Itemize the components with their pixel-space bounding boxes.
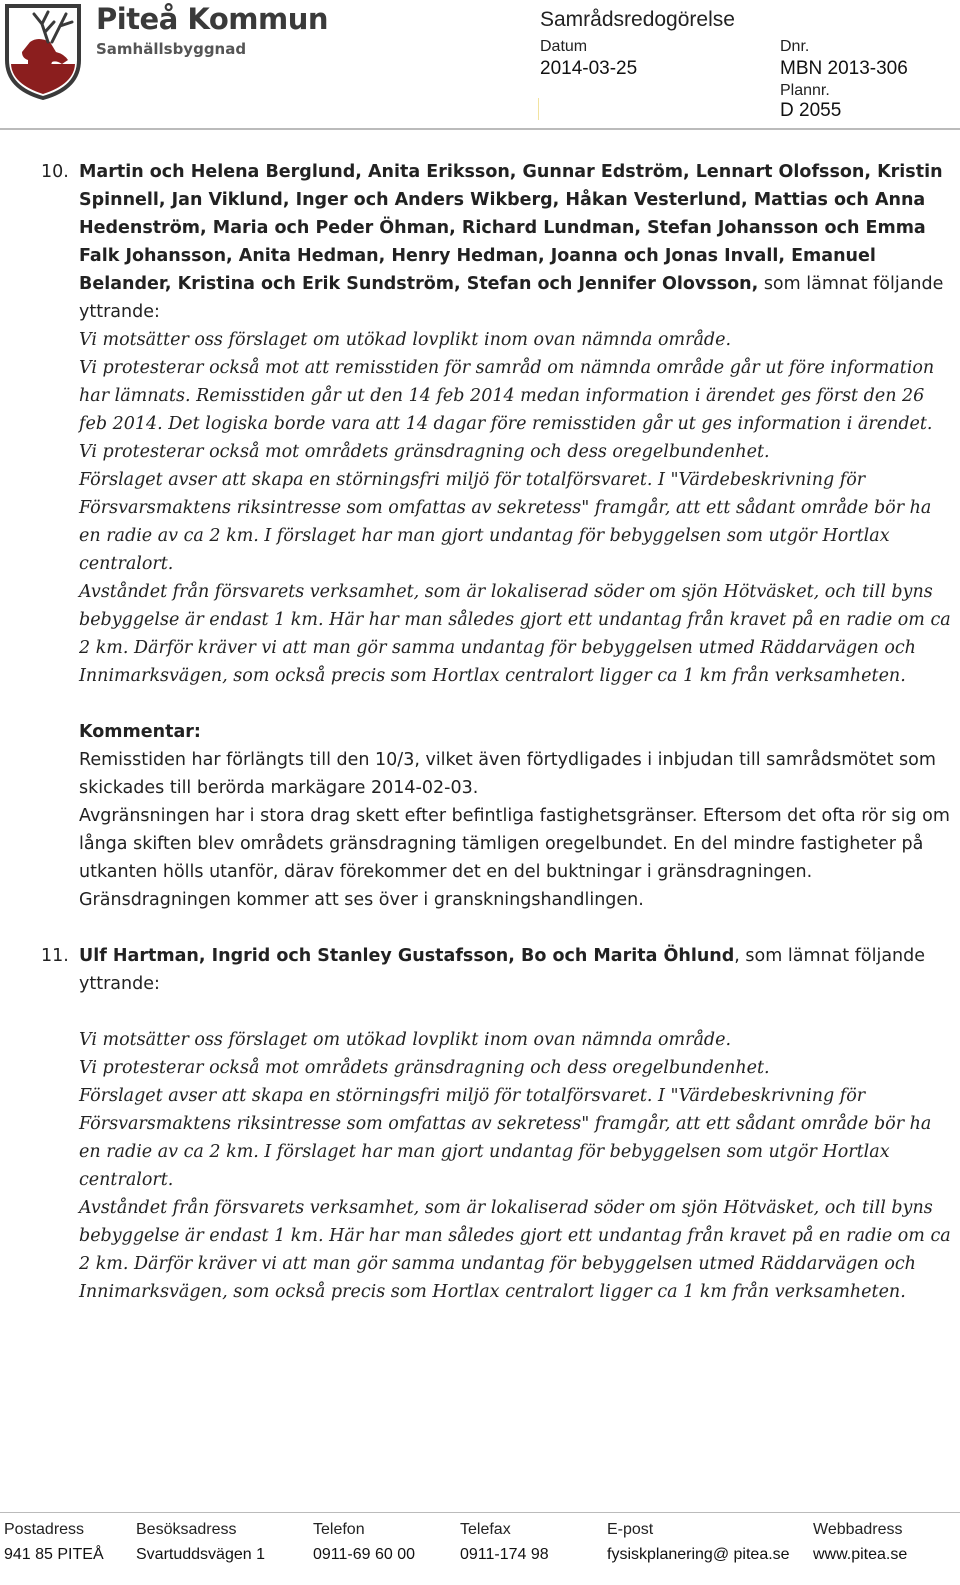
response-item-11	[0, 942, 960, 1306]
comment-label: Kommentar:	[79, 722, 201, 742]
org-department: Samhällsbyggnad	[96, 40, 247, 58]
plannr-value: D 2055	[780, 100, 842, 121]
respondent-names: Ulf Hartman, Ingrid och Stanley Gustafsson, Bo och Marita Öhlund	[79, 946, 735, 966]
footer-divider	[0, 1512, 960, 1513]
response-item-10	[0, 158, 960, 914]
respondent-intro: som lämnat följande yttrande:	[79, 274, 944, 322]
respondent-names: Martin och Helena Berglund, Anita Eriksson, Gunnar Edström, Lennart Olofsson, Kristin Spinnell, Jan Viklund, Inger och Anders Wikberg, Håkan Vesterlund, Mattias och Anna Hedenström, Maria och Peder Öhman, Richard Lundman, Stefan Johansson och Emma Falk Johansson, Anita Hedman, Henry Hedman, Joanna och Jonas Invall, Emanuel Belander, Kristina och Erik Sundström, Stefan och Jennifer Olovsson,	[79, 162, 943, 294]
dnr-value: MBN 2013-306	[780, 58, 908, 79]
webbadress-link[interactable]: www.pitea.se	[813, 1546, 908, 1563]
respondents-paragraph	[79, 942, 952, 998]
quote-paragraph: Avståndet från försvarets verksamhet, som är lokaliserad söder om sjön Hötväsket, och till byns bebyggelse är endast 1 km. Här har man således gjort ett undantag från kravet på en radie om ca 2 km. Därför kräver vi att man gör samma undantag för bebyggelsen utmed Räddarvägen och Innimarksvägen, som också precis som Hortlax centralort ligger ca 1 km från verksamheten.	[79, 582, 951, 686]
datum-label: Datum	[540, 38, 588, 55]
postadress-label: Postadress	[4, 1521, 85, 1538]
document-body	[0, 158, 960, 1306]
comment-paragraph: Avgränsningen har i stora drag skett efter befintliga fastighetsgränser. Eftersom det ofta rör sig om långa skiften blev områdets gränsdragning tämligen oregelbundet. En del mindre fastigheter på utkanten hölls utanför, därav förekommer det en del buktningar i gränsdragningen. Gränsdragningen kommer att ses över i granskningshandlingen.	[79, 806, 950, 910]
datum-value: 2014-03-25	[540, 58, 638, 79]
quote-paragraph: Vi motsätter oss förslaget om utökad lovplikt inom ovan nämnda område.	[79, 1030, 732, 1050]
quote-paragraph: Avståndet från försvarets verksamhet, som är lokaliserad söder om sjön Hötväsket, och till byns bebyggelse är endast 1 km. Här har man således gjort ett undantag från kravet på en radie om ca 2 km. Därför kräver vi att man gör samma undantag för bebyggelsen utmed Räddarvägen och Innimarksvägen, som också precis som Hortlax centralort ligger ca 1 km från verksamheten.	[79, 1198, 951, 1302]
document-type: Samrådsredogörelse	[540, 8, 735, 31]
besoksadress-value: Svartuddsvägen 1	[136, 1546, 265, 1563]
telefon-label: Telefon	[313, 1521, 365, 1538]
dnr-label: Dnr.	[780, 38, 810, 55]
webbadress-label: Webbadress	[813, 1521, 903, 1538]
respondents-paragraph	[79, 158, 952, 326]
postadress-value: 941 85 PITEÅ	[4, 1546, 104, 1563]
document-header	[0, 0, 960, 130]
quote-paragraph: Förslaget avser att skapa en störningsfri miljö för totalförsvaret. I "Värdebeskrivning för Försvarsmaktens riksintresse som omfattas av sekretess" framgår, att ett sådant område bör ha en radie av ca 2 km. I förslaget har man gjort undantag för bebyggelsen som utgör Hortlax centralort.	[79, 1086, 932, 1190]
epost-link[interactable]: fysiskplanering@ pitea.se	[607, 1546, 790, 1563]
quote-paragraph: Vi motsätter oss förslaget om utökad lovplikt inom ovan nämnda område.	[79, 330, 732, 350]
besoksadress-label: Besöksadress	[136, 1521, 237, 1538]
spacer	[79, 998, 952, 1026]
item-number: 10.	[41, 162, 69, 182]
epost-label: E-post	[607, 1521, 654, 1538]
telefon-value: 0911-69 60 00	[313, 1546, 416, 1563]
comment-section	[79, 718, 952, 914]
plannr-label: Plannr.	[780, 82, 830, 99]
telefax-value: 0911-174 98	[460, 1546, 549, 1563]
reindeer-shield-icon	[4, 2, 82, 100]
respondent-intro: , som lämnat följande yttrande:	[79, 946, 926, 994]
quote-paragraph: Vi protesterar också mot områdets gränsdragning och dess oregelbundenhet.	[79, 442, 770, 462]
item-number: 11.	[41, 946, 69, 966]
document-footer	[0, 1512, 960, 1585]
quote-paragraph: Vi protesterar också mot områdets gränsdragning och dess oregelbundenhet.	[79, 1058, 770, 1078]
header-marker	[538, 98, 539, 120]
telefax-label: Telefax	[460, 1521, 511, 1538]
quote-paragraph: Förslaget avser att skapa en störningsfri miljö för totalförsvaret. I "Värdebeskrivning för Försvarsmaktens riksintresse som omfattas av sekretess" framgår, att ett sådant område bör ha en radie av ca 2 km. I förslaget har man gjort undantag för bebyggelsen som utgör Hortlax centralort.	[79, 470, 932, 574]
header-divider	[0, 128, 960, 130]
quote-paragraph: Vi protesterar också mot att remisstiden för samråd om nämnda område går ut före information har lämnats. Remisstiden går ut den 14 feb 2014 medan information i ärendet ges först den 26 feb 2014. Det logiska borde vara att 14 dagar före remisstiden går ut ges information i ärendet.	[79, 358, 935, 434]
comment-paragraph: Remisstiden har förlängts till den 10/3, vilket även förtydligades i inbjudan till samrådsmötet som skickades till berörda markägare 2014-02-03.	[79, 750, 936, 798]
org-name: Piteå Kommun	[96, 2, 329, 36]
